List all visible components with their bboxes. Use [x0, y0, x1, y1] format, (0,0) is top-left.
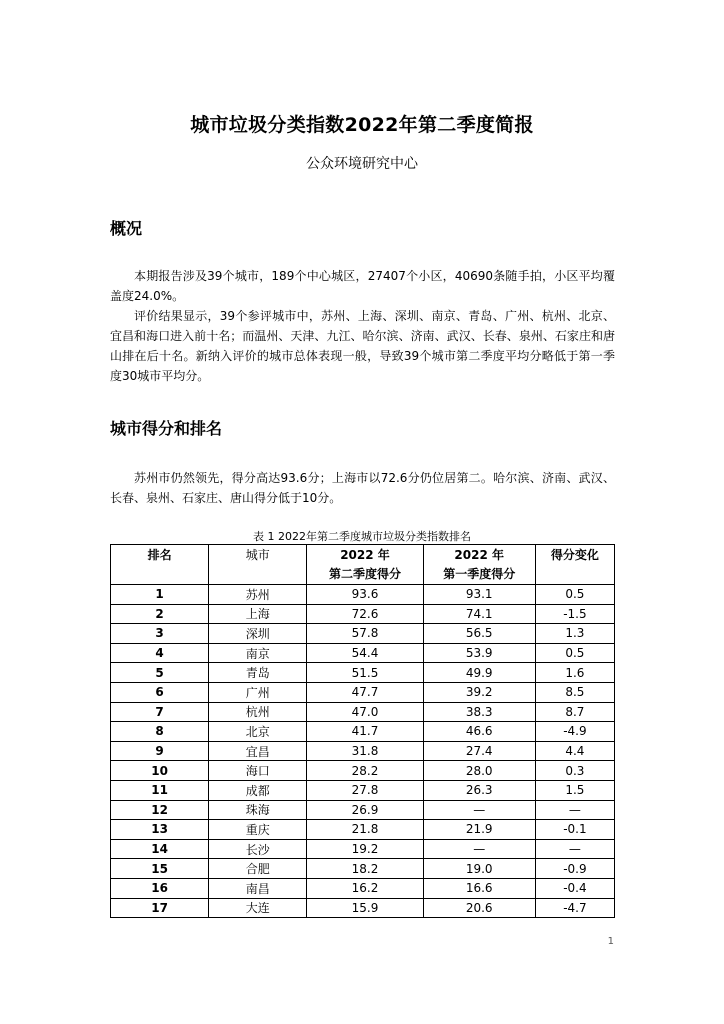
q1-score-cell: 39.2: [423, 682, 535, 702]
change-cell: -4.9: [535, 722, 614, 742]
city-cell: 青岛: [209, 663, 307, 683]
change-cell: 1.3: [535, 624, 614, 644]
q1-score-cell: —: [423, 839, 535, 859]
q2-score-cell: 21.8: [307, 820, 423, 840]
rank-cell: 1: [111, 585, 209, 605]
q2-score-cell: 16.2: [307, 878, 423, 898]
rank-cell: 13: [111, 820, 209, 840]
header-q2-line2: 第二季度得分: [328, 567, 401, 581]
city-cell: 合肥: [209, 859, 307, 879]
q1-score-cell: 16.6: [423, 878, 535, 898]
change-cell: 4.4: [535, 741, 614, 761]
q1-score-cell: 46.6: [423, 722, 535, 742]
q1-score-cell: 19.0: [423, 859, 535, 879]
q1-score-cell: 38.3: [423, 702, 535, 722]
change-cell: —: [535, 839, 614, 859]
q2-score-cell: 41.7: [307, 722, 423, 742]
change-cell: -0.9: [535, 859, 614, 879]
header-q2-line1: 2022 年: [340, 548, 390, 562]
rank-cell: 14: [111, 839, 209, 859]
table-header-row: [111, 545, 615, 585]
table-row: [111, 761, 615, 781]
q2-score-cell: 18.2: [307, 859, 423, 879]
header-score-change: 得分变化: [535, 545, 614, 585]
table-row: [111, 604, 615, 624]
q1-score-cell: 53.9: [423, 643, 535, 663]
change-cell: -1.5: [535, 604, 614, 624]
city-cell: 大连: [209, 898, 307, 918]
rank-cell: 15: [111, 859, 209, 879]
city-cell: 珠海: [209, 800, 307, 820]
table-row: [111, 859, 615, 879]
city-cell: 海口: [209, 761, 307, 781]
table-row: [111, 800, 615, 820]
q1-score-cell: 49.9: [423, 663, 535, 683]
table-body: [111, 585, 615, 918]
table-row: [111, 702, 615, 722]
table-row: [111, 898, 615, 918]
table-row: [111, 878, 615, 898]
ranking-paragraph-1: 苏州市仍然领先，得分高达93.6分；上海市以72.6分仍位居第二。哈尔滨、济南、武汉、长春、泉州、石家庄、唐山得分低于10分。: [110, 471, 615, 505]
header-q1-score: [423, 545, 535, 585]
change-cell: 1.5: [535, 780, 614, 800]
city-cell: 成都: [209, 780, 307, 800]
header-q1-line1: 2022 年: [454, 548, 504, 562]
table-row: [111, 663, 615, 683]
q1-score-cell: —: [423, 800, 535, 820]
rank-cell: 10: [111, 761, 209, 781]
table-row: [111, 682, 615, 702]
change-cell: 0.5: [535, 585, 614, 605]
city-cell: 宜昌: [209, 741, 307, 761]
city-cell: 广州: [209, 682, 307, 702]
header-q1-line2: 第一季度得分: [443, 567, 516, 581]
q1-score-cell: 74.1: [423, 604, 535, 624]
city-cell: 北京: [209, 722, 307, 742]
table-row: [111, 585, 615, 605]
rank-cell: 4: [111, 643, 209, 663]
rank-cell: 3: [111, 624, 209, 644]
table-row: [111, 839, 615, 859]
q2-score-cell: 27.8: [307, 780, 423, 800]
rank-cell: 8: [111, 722, 209, 742]
city-cell: 深圳: [209, 624, 307, 644]
change-cell: -4.7: [535, 898, 614, 918]
q1-score-cell: 28.0: [423, 761, 535, 781]
table-row: [111, 643, 615, 663]
city-cell: 杭州: [209, 702, 307, 722]
rank-cell: 6: [111, 682, 209, 702]
change-cell: 8.5: [535, 682, 614, 702]
q2-score-cell: 15.9: [307, 898, 423, 918]
q2-score-cell: 72.6: [307, 604, 423, 624]
q1-score-cell: 26.3: [423, 780, 535, 800]
q2-score-cell: 54.4: [307, 643, 423, 663]
rank-cell: 7: [111, 702, 209, 722]
q2-score-cell: 93.6: [307, 585, 423, 605]
q1-score-cell: 27.4: [423, 741, 535, 761]
table-row: [111, 624, 615, 644]
header-city: 城市: [209, 545, 307, 585]
section-heading-overview: 概况: [110, 219, 143, 238]
city-cell: 南昌: [209, 878, 307, 898]
rank-cell: 12: [111, 800, 209, 820]
change-cell: 8.7: [535, 702, 614, 722]
city-cell: 南京: [209, 643, 307, 663]
q1-score-cell: 20.6: [423, 898, 535, 918]
city-cell: 上海: [209, 604, 307, 624]
ranking-table: [110, 544, 615, 918]
q1-score-cell: 56.5: [423, 624, 535, 644]
city-cell: 苏州: [209, 585, 307, 605]
city-cell: 重庆: [209, 820, 307, 840]
q2-score-cell: 28.2: [307, 761, 423, 781]
rank-cell: 16: [111, 878, 209, 898]
rank-cell: 17: [111, 898, 209, 918]
table-row: [111, 820, 615, 840]
q2-score-cell: 51.5: [307, 663, 423, 683]
document-title: 城市垃圾分类指数2022年第二季度简报: [190, 114, 534, 136]
header-q2-score: [307, 545, 423, 585]
document-author: 公众环境研究中心: [306, 156, 418, 172]
section-heading-ranking: 城市得分和排名: [110, 419, 223, 438]
rank-cell: 2: [111, 604, 209, 624]
q1-score-cell: 93.1: [423, 585, 535, 605]
rank-cell: 9: [111, 741, 209, 761]
table-row: [111, 741, 615, 761]
rank-cell: 11: [111, 780, 209, 800]
change-cell: —: [535, 800, 614, 820]
page-number: 1: [607, 936, 614, 947]
change-cell: 0.5: [535, 643, 614, 663]
change-cell: -0.4: [535, 878, 614, 898]
table-caption: 表 1 2022年第二季度城市垃圾分类指数排名: [253, 530, 471, 543]
table-row: [111, 722, 615, 742]
change-cell: 1.6: [535, 663, 614, 683]
header-rank: 排名: [111, 545, 209, 585]
q2-score-cell: 19.2: [307, 839, 423, 859]
change-cell: -0.1: [535, 820, 614, 840]
q2-score-cell: 26.9: [307, 800, 423, 820]
overview-paragraph-1: 本期报告涉及39个城市，189个中心城区，27407个小区，40690条随手拍，小区平均覆盖度24.0%。: [110, 269, 615, 303]
q1-score-cell: 21.9: [423, 820, 535, 840]
q2-score-cell: 47.7: [307, 682, 423, 702]
overview-paragraph-2: 评价结果显示，39个参评城市中，苏州、上海、深圳、南京、青岛、广州、杭州、北京、宜昌和海口进入前十名；而温州、天津、九江、哈尔滨、济南、武汉、长春、泉州、石家庄和唐山排在后十名。新纳入评价的城市总体表现一般，导致39个城市第二季度平均分略低于第一季度30城市平均分。: [110, 309, 615, 383]
change-cell: 0.3: [535, 761, 614, 781]
q2-score-cell: 47.0: [307, 702, 423, 722]
city-cell: 长沙: [209, 839, 307, 859]
table-row: [111, 780, 615, 800]
q2-score-cell: 31.8: [307, 741, 423, 761]
rank-cell: 5: [111, 663, 209, 683]
q2-score-cell: 57.8: [307, 624, 423, 644]
